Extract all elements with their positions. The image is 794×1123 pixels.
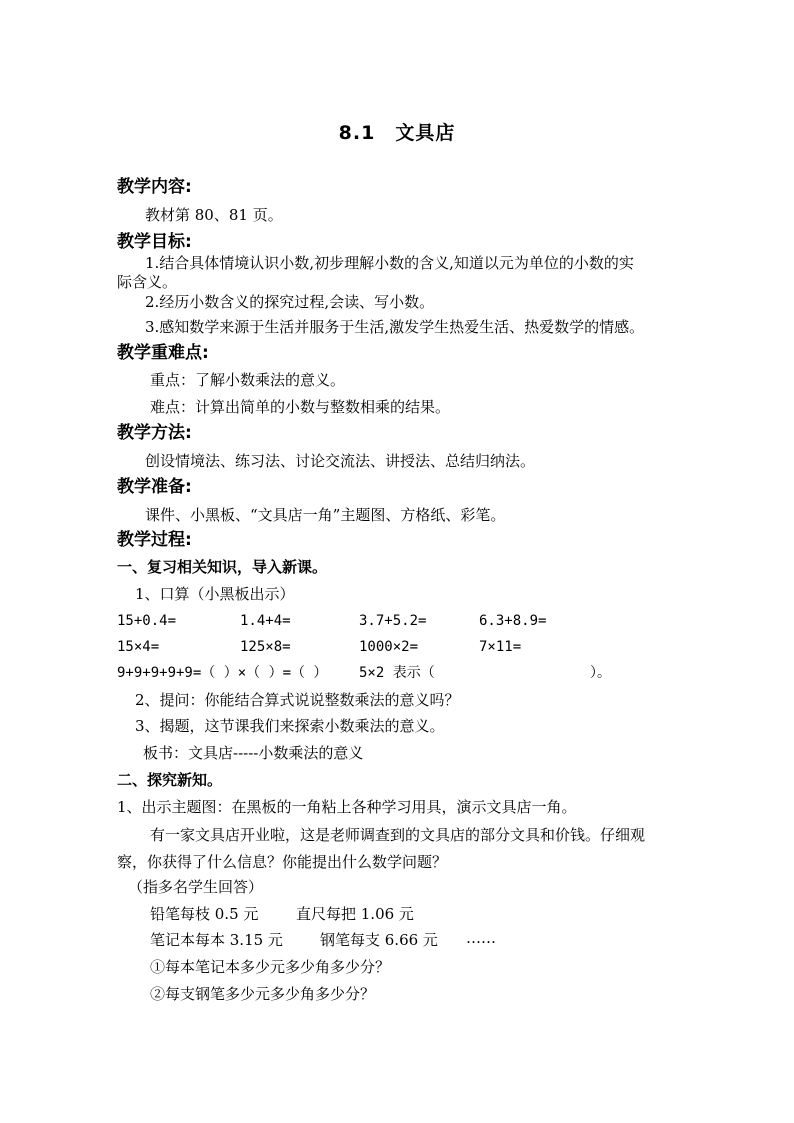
calc-3-expression: 9+9+9+9+9=（ ）×（ ）=（ ） <box>117 665 328 681</box>
calc-1-2: 1.4+4= <box>240 613 291 629</box>
heading-teaching-preparation: 教学准备: <box>117 477 192 497</box>
question-1: ①每本笔记本多少元多少角多少分？ <box>150 958 391 976</box>
heading-teaching-methods: 教学方法: <box>117 423 192 443</box>
calc-2-4: 7×11= <box>479 639 522 655</box>
price-pen: 钢笔每支 6.66 元 <box>320 931 438 949</box>
calc-3-meaning-end: ）。 <box>590 665 611 681</box>
difficult-point: 难点：计算出简单的小数与整数相乘的结果。 <box>150 398 451 416</box>
goal-1-line-2: 际含义。 <box>117 273 178 291</box>
calc-1-3: 3.7+5.2= <box>359 613 427 629</box>
part-2-heading: 二、探究新知。 <box>117 771 223 789</box>
teaching-methods-text: 创设情境法、练习法、讨论交流法、讲授法、总结归纳法。 <box>145 452 536 470</box>
goal-3: 3.感知数学来源于生活并服务于生活,激发学生热爱生活、热爱数学的情感。 <box>145 318 645 336</box>
goal-1-line-1: 1.结合具体情境认识小数,初步理解小数的含义,知道以元为单位的小数的实 <box>145 254 634 272</box>
part-1-heading: 一、复习相关知识，导入新课。 <box>117 558 328 576</box>
calc-1-1: 15+0.4= <box>117 613 177 629</box>
part-1-item-1: 1、口算（小黑板出示） <box>135 585 295 603</box>
heading-key-points: 教学重难点: <box>117 343 209 363</box>
calc-1-4: 6.3+8.9= <box>479 613 547 629</box>
ellipsis: …… <box>466 929 496 947</box>
part-2-paragraph-line-1: 有一家文具店开业啦，这是老师调查到的文具店的部分文具和价钱。仔细观 <box>150 826 646 844</box>
teaching-preparation-text: 课件、小黑板、“文具店一角”主题图、方格纸、彩笔。 <box>145 506 506 524</box>
price-pencil: 铅笔每枝 0.5 元 <box>150 905 259 923</box>
calc-2-2: 125×8= <box>240 639 291 655</box>
heading-teaching-content: 教学内容: <box>117 177 192 197</box>
part-2-item-1: 1、出示主题图：在黑板的一角粘上各种学习用具，演示文具店一角。 <box>117 798 577 816</box>
heading-teaching-process: 教学过程: <box>117 530 192 550</box>
teaching-content-text: 教材第 80、81 页。 <box>145 206 283 224</box>
blackboard-writing: 板书：文具店-----小数乘法的意义 <box>143 744 364 762</box>
goal-2: 2.经历小数含义的探究过程,会读、写小数。 <box>145 293 435 311</box>
price-ruler: 直尺每把 1.06 元 <box>296 905 414 923</box>
part-1-item-3: 3、揭题，这节课我们来探索小数乘法的意义。 <box>135 717 445 735</box>
calc-2-1: 15×4= <box>117 639 160 655</box>
question-2: ②每支钢笔多少元多少角多少分？ <box>150 985 376 1003</box>
page-title: 8.1 文具店 <box>338 122 456 144</box>
student-answer-note: （指多名学生回答） <box>128 878 264 896</box>
price-notebook: 笔记本每本 3.15 元 <box>150 931 283 949</box>
heading-teaching-goals: 教学目标: <box>117 232 192 252</box>
calc-2-3: 1000×2= <box>359 639 419 655</box>
key-point: 重点：了解小数乘法的意义。 <box>150 371 346 389</box>
part-1-item-2: 2、提问：你能结合算式说说整数乘法的意义吗？ <box>135 691 460 709</box>
part-2-paragraph-line-2: 察，你获得了什么信息？你能提出什么数学问题？ <box>117 853 448 871</box>
calc-3-meaning: 5×2 表示（ <box>359 665 435 681</box>
